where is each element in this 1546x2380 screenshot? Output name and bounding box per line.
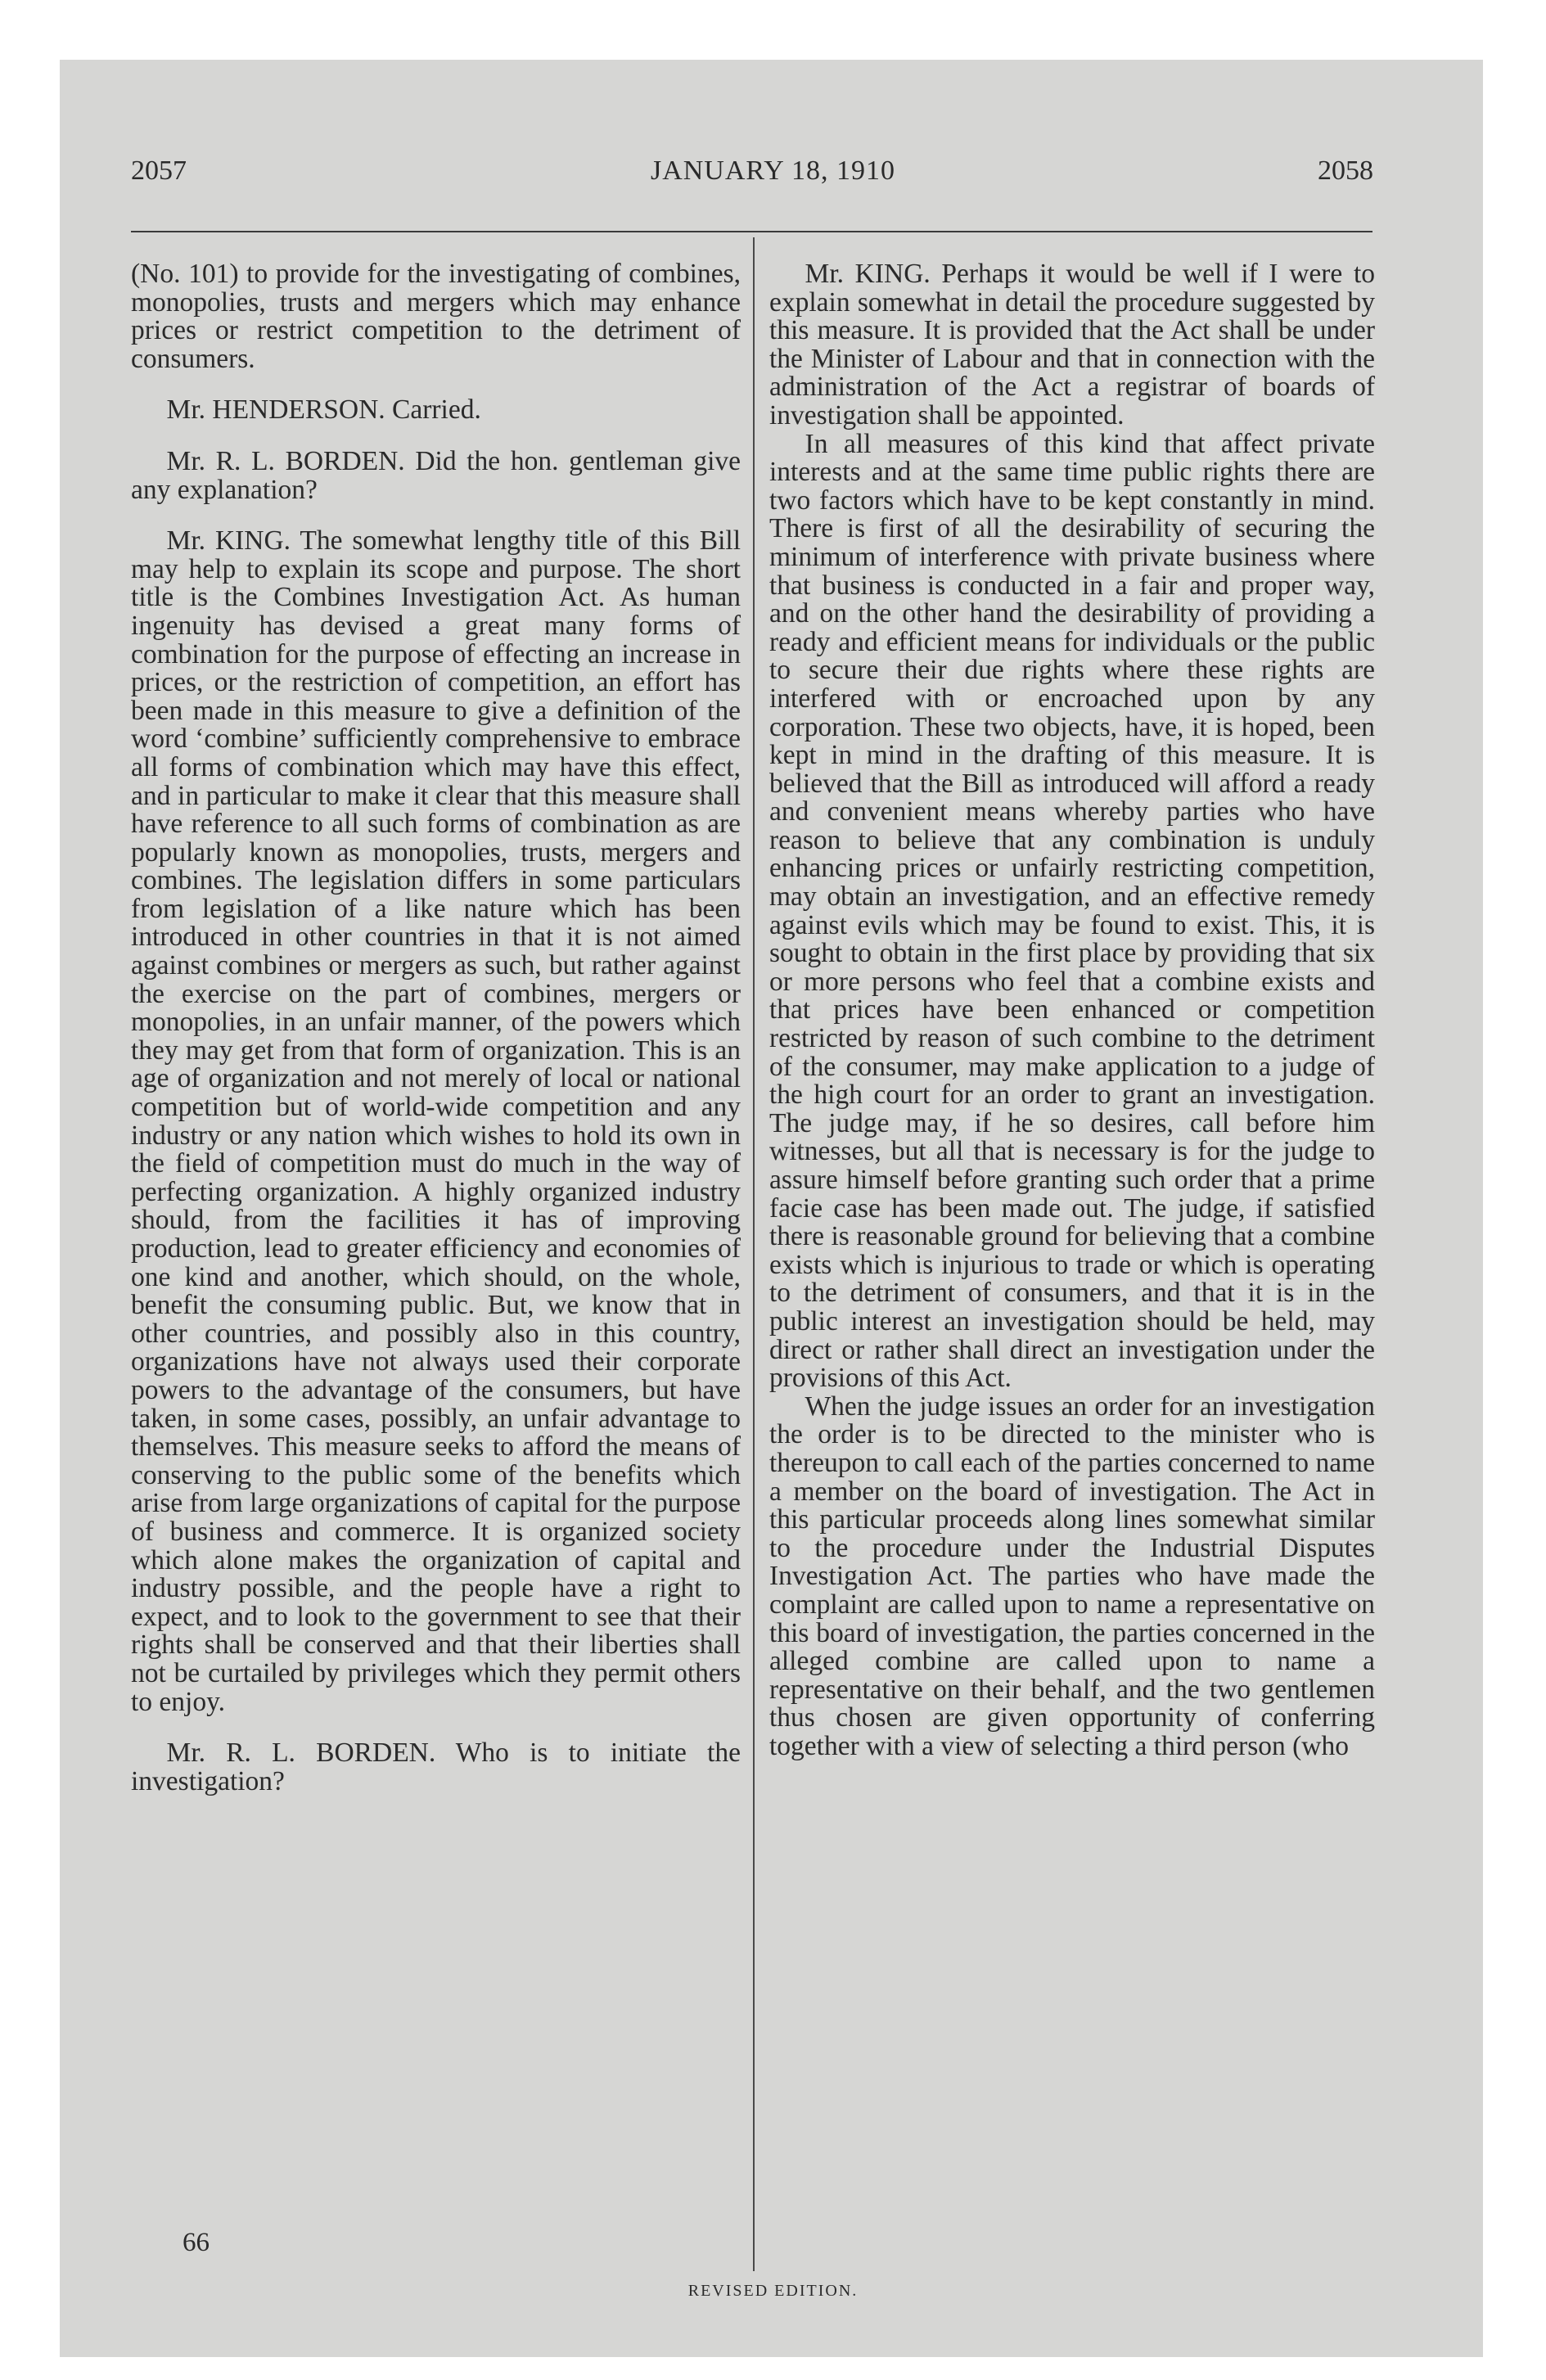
edition-label: REVISED EDITION. — [687, 2282, 859, 2300]
paragraph-borden-initiate: Mr. R. L. BORDEN. Who is to initiate the investigation? — [131, 1738, 741, 1796]
page-number-right: 2058 — [1318, 156, 1373, 186]
paragraph-king-explanation: Mr. KING. The somewhat lengthy title of this Bill may help to explain its scope and purpose. The short title is the Combines Investigation Act. As human ingenuity has devised a great many forms of combination for the purpose of effecting an increase in prices, or the restriction of competition, an effort has been made in this measure to give a definition of the word ‘combine’ sufficiently comprehensive to embrace all forms of combination which may have this effect, and in particular to make it clear that this measure shall have reference to all such forms of combination as are popularly known as monopolies, trusts, mergers and combines. The legislation differs in some particulars from legislation of a like nature which has been introduced in other countries in that it is not aimed against combines or mergers as such, but rather against the exercise on the part of combines, mergers or monopolies, in an unfair manner, of the powers which they may get from that form of organization. This is an age of organization and not merely of local or national competition but of world-wide competition and any industry or any nation which wishes to hold its own in the field of competition must do much in the way of perfecting organization. A highly organized industry should, from the facilities it has of improving production, lead to greater efficiency and economies of one kind and another, which should, on the whole, benefit the consuming public. But, we know that in other countries, and possibly also in this country, organizations have not always used their corporate powers to the advantage of the consumers, but have taken, in some cases, possibly, an unfair advantage to themselves. This measure seeks to afford the means of conserving to the public some of the benefits which arise from large organizations of capital for the purpose of business and commerce. It is organized society which alone makes the organization of capital and industry possible, and the people have a right to expect, and to look to the government to see that their rights shall be conserved and that their liberties shall not be curtailed by privileges which they permit others to enjoy. — [131, 525, 741, 1717]
page-number-left: 2057 — [131, 156, 187, 186]
column-divider — [753, 237, 755, 2271]
paragraph-judge-order: When the judge issues an order for an investigation the order is to be directed to the minister who is thereupon to call each of the parties concerned to name a member on the board of investigation. The Act in this particular proceeds along lines somewhat similar to the procedure under the Industrial Disputes Investigation Act. The parties who have made the complaint are called upon to name a representative on this board of investigation, the parties concerned in the alleged combine are called upon to name a representative on their behalf, and the two gentlemen thus chosen are given opportunity of conferring together with a view of selecting a third person (who — [769, 1391, 1375, 1761]
paragraph-borden-question: Mr. R. L. BORDEN. Did the hon. gentleman give any explanation? — [131, 445, 741, 505]
left-column — [131, 260, 741, 1796]
paragraph-king-procedure: Mr. KING. Perhaps it would be well if I were to explain somewhat in detail the procedure suggested by this measure. It is provided that the Act shall be under the Minister of Labour and that in connection with the administration of the Act a registrar of boards of investigation shall be appointed. — [769, 259, 1375, 430]
right-column — [769, 260, 1375, 1760]
paragraph-bill-title: (No. 101) to provide for the investigating of combines, monopolies, trusts and mergers which may enhance prices or restrict competition to the detriment of consumers. — [131, 259, 741, 374]
folio-number: 66 — [183, 2228, 210, 2257]
date-heading: JANUARY 18, 1910 — [650, 156, 896, 186]
paragraph-measures: In all measures of this kind that affect private interests and at the same time public rights there are two factors which have to be kept constantly in mind. There is first of all the desirability of securing the minimum of interference with private business where that business is conducted in a fair and proper way, and on the other hand the desirability of providing a ready and efficient means for individuals or the public to secure their due rights where these rights are interfered with or encroached upon by any corporation. These two objects, have, it is hoped, been kept in mind in the drafting of this measure. It is believed that the Bill as introduced will afford a ready and convenient means whereby parties who have reason to believe that any combination is unduly enhancing prices or unfairly restricting competition, may obtain an investigation, and an effective remedy against evils which may be found to exist. This, it is sought to obtain in the first place by providing that six or more persons who feel that a combine exists and that prices have been enhanced or competition restricted by reason of such combine to the detriment of the consumer, may make application to a judge of the high court for an order to grant an investigation. The judge may, if he so desires, call before him witnesses, but all that is necessary is for the judge to assure himself before granting such order that a prime facie case has been made out. The judge, if satisfied there is reasonable ground for believing that a combine exists which is injurious to trade or which is operating to the detriment of consumers, and that it is in the public interest an investigation should be held, may direct or rather shall direct an investigation under the provisions of this Act. — [769, 428, 1375, 1394]
header-rule — [131, 231, 1372, 232]
paragraph-henderson: Mr. HENDERSON. Carried. — [166, 394, 481, 426]
